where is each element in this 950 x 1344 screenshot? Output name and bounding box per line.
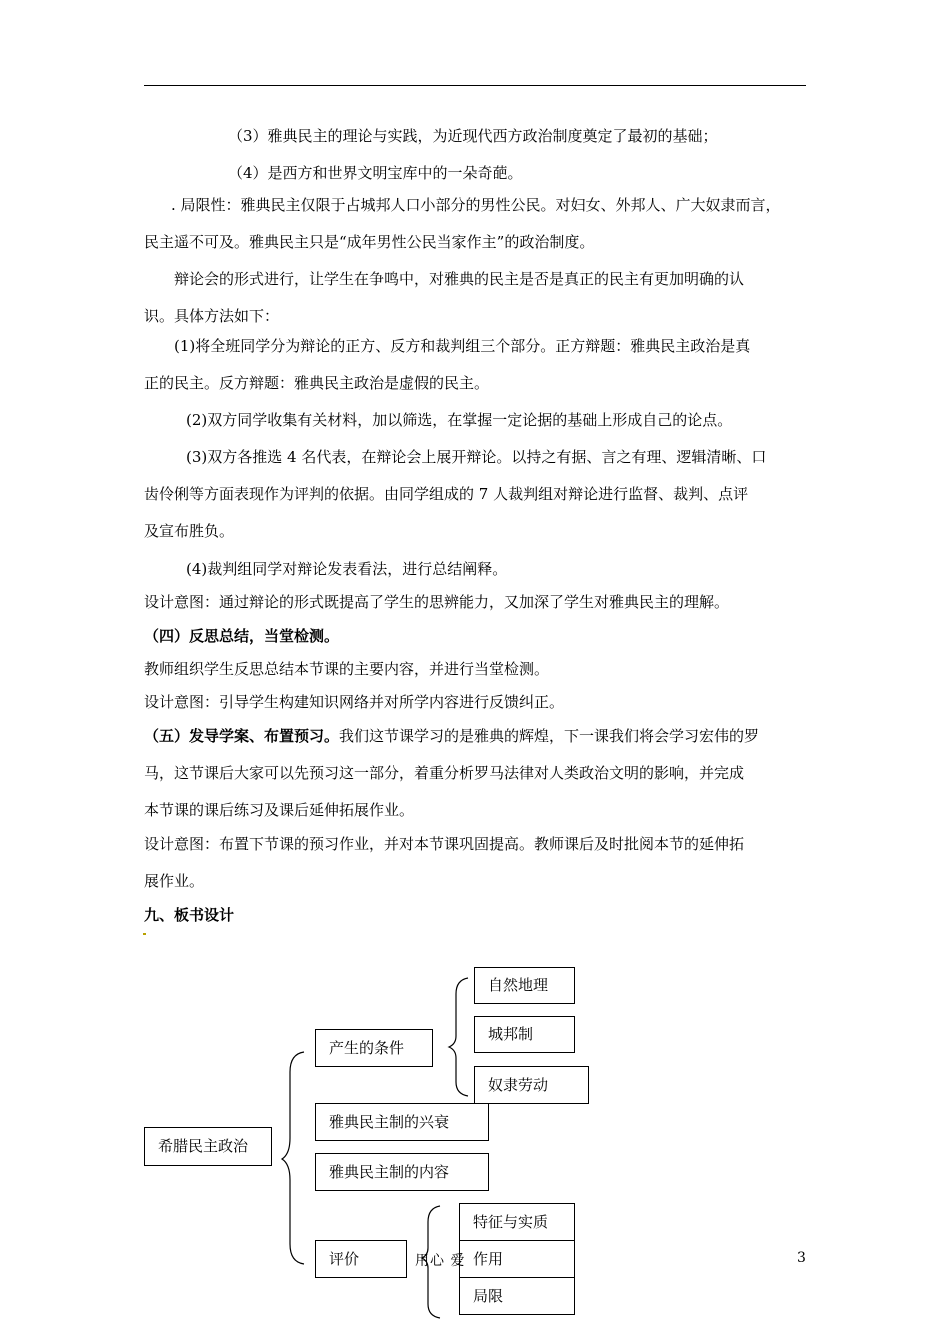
section-heading: （五）发导学案、布置预习。 <box>144 727 340 745</box>
text-line: 教师组织学生反思总结本节课的主要内容，并进行当堂检测。 <box>144 660 550 678</box>
header-rule <box>144 85 806 86</box>
text-line: 设计意图：布置下节课的预习作业，并对本节课巩固提高。教师课后及时批阅本节的延伸拓 <box>144 835 745 853</box>
text-line: 正的民主。反方辩题：雅典民主政治是虚假的民主。 <box>144 374 490 392</box>
text-line: (4)裁判组同学对辩论发表看法，进行总结阐释。 <box>186 560 508 578</box>
text-line: 马，这节课后大家可以先预习这一部分，着重分析罗马法律对人类政治文明的影响，并完成 <box>144 764 745 782</box>
text-line: 及宣布胜负。 <box>144 522 235 540</box>
text-line: (3)双方各推选 4 名代表，在辩论会上展开辩论。以持之有据、言之有理、逻辑清晰、口 <box>186 448 767 466</box>
text-line: （五）发导学案、布置预习。我们这节课学习的是雅典的辉煌，下一课我们将会学习宏伟的罗 <box>144 727 760 745</box>
text-line: (2)双方同学收集有关材料，加以筛选，在掌握一定论据的基础上形成自己的论点。 <box>186 411 733 429</box>
leaf-node-box: 城邦制 <box>474 1016 575 1053</box>
text-line: 展作业。 <box>144 872 205 890</box>
branch-node-box: 雅典民主制的内容 <box>315 1153 489 1191</box>
text-line: 本节课的课后练习及课后延伸拓展作业。 <box>144 801 415 819</box>
text-line: 辩论会的形式进行，让学生在争鸣中，对雅典的民主是否是真正的民主有更加明确的认 <box>174 270 745 288</box>
section-heading: （四）反思总结，当堂检测。 <box>144 627 340 645</box>
footer-overlap-text: 用心 爱 <box>415 1253 466 1269</box>
page-number: 3 <box>797 1250 806 1266</box>
text-line: 民主遥不可及。雅典民主只是“成年男性公民当家作主”的政治制度。 <box>144 233 595 251</box>
leaf-node-box: 局限 <box>459 1277 575 1315</box>
leaf-node-box: 自然地理 <box>474 967 575 1004</box>
text-line: 设计意图：引导学生构建知识网络并对所学内容进行反馈纠正。 <box>144 693 565 711</box>
text-line: 设计意图：通过辩论的形式既提高了学生的思辨能力，又加深了学生对雅典民主的理解。 <box>144 593 730 611</box>
branch-node-box: 雅典民主制的兴衰 <box>315 1103 489 1141</box>
text-line: (1)将全班同学分为辩论的正方、反方和裁判组三个部分。正方辩题：雅典民主政治是真 <box>174 337 751 355</box>
branch-node-box: 评价 <box>315 1240 407 1278</box>
branch-node-box: 产生的条件 <box>315 1029 433 1067</box>
text-line: （4）是西方和世界文明宝库中的一朵奇葩。 <box>228 164 523 182</box>
text-line: 识。具体方法如下： <box>144 307 280 325</box>
text-line: . 局限性：雅典民主仅限于占城邦人口小部分的男性公民。对妇女、外邦人、广大奴隶而言， <box>171 196 781 214</box>
section-heading: 九、板书设计 <box>144 906 235 924</box>
text-line: （3）雅典民主的理论与实践，为近现代西方政治制度奠定了最初的基础； <box>228 127 718 145</box>
text-line: 齿伶俐等方面表现作为评判的依据。由同学组成的 7 人裁判组对辩论进行监督、裁判、点评 <box>144 485 749 503</box>
leaf-node-box: 作用 <box>459 1240 575 1278</box>
leaf-node-box: 特征与实质 <box>459 1203 575 1241</box>
revision-mark <box>143 933 146 935</box>
root-node-box: 希腊民主政治 <box>144 1127 272 1166</box>
leaf-node-box: 奴隶劳动 <box>474 1066 589 1104</box>
